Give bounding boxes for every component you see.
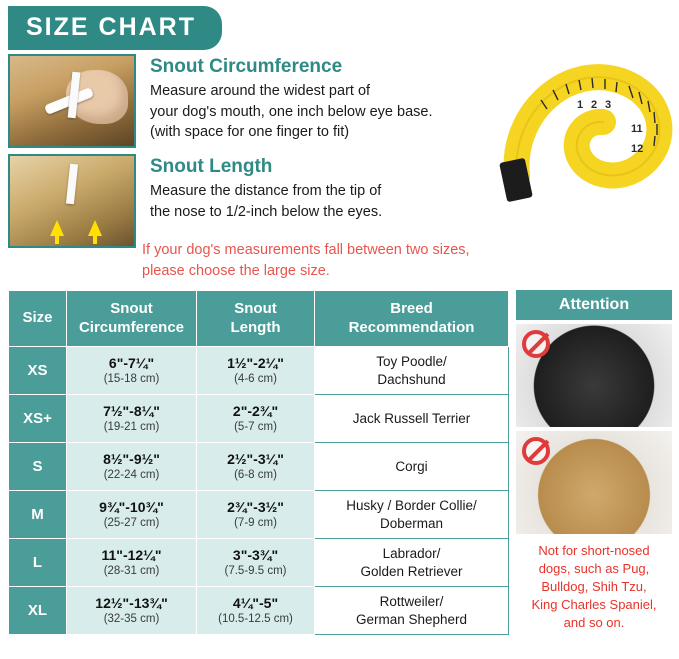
no-entry-icon (522, 437, 550, 465)
cell-snout-circumference: 7½"-8¼" (19-21 cm) (67, 395, 197, 443)
warning-line: Bulldog, Shih Tzu, (541, 578, 647, 594)
page-title: SIZE CHART (8, 6, 222, 50)
instructions-section (8, 54, 528, 254)
cell-breed: Husky / Border Collie/ Doberman (315, 491, 509, 539)
cell-breed: Toy Poodle/ Dachshund (315, 347, 509, 395)
table-row (9, 491, 509, 539)
cell-snout-circumference: 8½"-9½" (22-24 cm) (67, 443, 197, 491)
column-header-size: Size (9, 291, 67, 347)
attention-title: Attention (516, 290, 672, 320)
column-header-snout-circumference: Snout Circumference (67, 291, 197, 347)
table-row (9, 539, 509, 587)
table-row (9, 347, 509, 395)
cell-snout-length: 4¼"-5" (10.5-12.5 cm) (197, 587, 315, 635)
table-row (9, 443, 509, 491)
warning-line: King Charles Spaniel, (531, 596, 657, 612)
attention-warning-text (516, 542, 672, 632)
cell-snout-circumference: 6"-7¼" (15-18 cm) (67, 347, 197, 395)
cell-breed: Labrador/ Golden Retriever (315, 539, 509, 587)
instruction-line: Measure around the widest part of (150, 83, 371, 99)
size-note-line: please choose the large size. (142, 263, 330, 280)
cell-breed: Jack Russell Terrier (315, 395, 509, 443)
instruction-line: Measure the distance from the tip of (150, 183, 382, 199)
cell-size: M (9, 491, 67, 539)
column-header-snout-length: Snout Length (197, 291, 315, 347)
cell-size: XS (9, 347, 67, 395)
cell-snout-length: 3"-3¾" (7.5-9.5 cm) (197, 539, 315, 587)
cell-breed: Corgi (315, 443, 509, 491)
cell-snout-circumference: 9¾"-10¾" (25-27 cm) (67, 491, 197, 539)
svg-text:11: 11 (631, 123, 643, 135)
size-note (142, 240, 562, 282)
attention-panel (516, 290, 672, 632)
size-note-line: If your dog's measurements fall between two sizes, (142, 242, 470, 258)
instruction-row-snout-circumference (8, 54, 528, 148)
size-table (8, 290, 509, 635)
cell-snout-length: 2"-2¾" (5-7 cm) (197, 395, 315, 443)
dog-snout-length-photo (8, 154, 136, 248)
no-entry-icon (522, 330, 550, 358)
table-row (9, 587, 509, 635)
svg-text:12: 12 (631, 143, 644, 155)
instruction-line: the nose to 1/2-inch below the eyes. (150, 203, 383, 220)
svg-text:3: 3 (605, 99, 612, 111)
cell-size: XL (9, 587, 67, 635)
cell-size: XS+ (9, 395, 67, 443)
cell-size: S (9, 443, 67, 491)
instruction-title: Snout Circumference (150, 56, 343, 77)
cell-size: L (9, 539, 67, 587)
cell-breed: Rottweiler/ German Shepherd (315, 587, 509, 635)
dog-snout-circumference-photo (8, 54, 136, 148)
column-header-breed-recommendation: Breed Recommendation (315, 291, 509, 347)
french-bulldog-photo (516, 324, 672, 427)
instruction-line: your dog's mouth, one inch below eye base. (150, 103, 433, 120)
cell-snout-circumference: 12½"-13¾" (32-35 cm) (67, 587, 197, 635)
table-row (9, 395, 509, 443)
cell-snout-length: 2¾"-3½" (7-9 cm) (197, 491, 315, 539)
cell-snout-circumference: 11"-12¼" (28-31 cm) (67, 539, 197, 587)
instruction-line: (with space for one finger to fit) (150, 124, 350, 141)
svg-text:1: 1 (577, 99, 584, 111)
warning-line: Not for short-nosed (538, 543, 650, 558)
pug-photo (516, 431, 672, 534)
warning-line: dogs, such as Pug, (538, 560, 650, 576)
cell-snout-length: 1½"-2¼" (4-6 cm) (197, 347, 315, 395)
cell-snout-length: 2½"-3¼" (6-8 cm) (197, 443, 315, 491)
instruction-row-snout-length (8, 154, 528, 248)
warning-line: and so on. (563, 614, 625, 630)
table-header-row (9, 291, 509, 347)
instruction-title: Snout Length (150, 156, 273, 177)
svg-text:2: 2 (591, 99, 598, 111)
